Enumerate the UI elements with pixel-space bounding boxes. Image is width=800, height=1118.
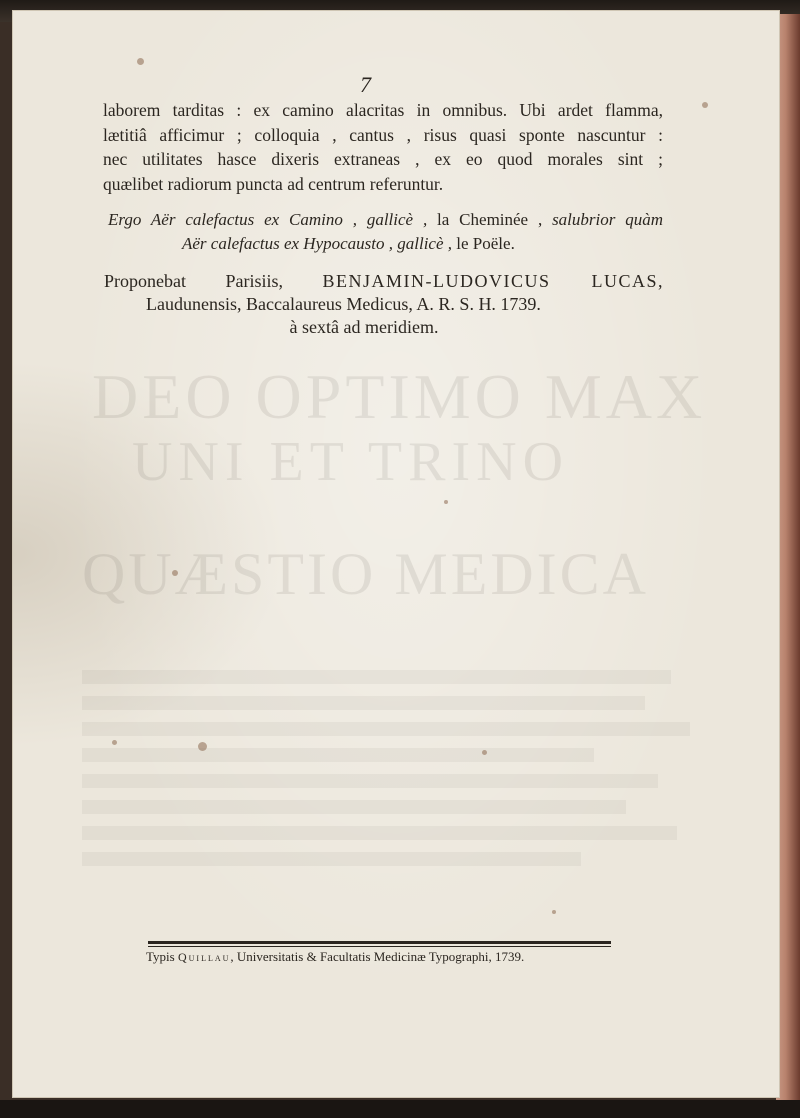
thesis-statement (108, 208, 663, 256)
page-number: 7 (360, 72, 371, 97)
stain-spot (702, 102, 708, 108)
paragraph-line: lætitiâ afficimur ; colloquia , cantus , risus quasi sponte nascuntur : (103, 124, 663, 145)
proponebat-prefix: Proponebat Parisiis, (104, 271, 323, 291)
stain-spot (444, 500, 448, 504)
thesis-roman: le Poële. (452, 234, 515, 253)
stain-spot (137, 58, 144, 65)
proponebat-block (104, 270, 664, 339)
imprint-rule (148, 941, 611, 944)
stain-spot (198, 742, 207, 751)
paragraph-line: quælibet radiorum puncta ad centrum referuntur. (103, 173, 444, 194)
paragraph-line: laborem tarditas : ex camino alacritas in omnibus. Ubi ardet flamma, (103, 100, 663, 120)
proponebat-line-3: à sextâ ad meridiem. (289, 317, 439, 337)
stain-spot (552, 910, 556, 914)
stain-spot (112, 740, 117, 745)
thesis-italic: Ergo Aër calefactus ex Camino , gallicè , (108, 210, 428, 229)
proponebat-line-2: Laudunensis, Baccalaureus Medicus, A. R. S. H. 1739. (146, 294, 541, 314)
thesis-italic: Aër calefactus ex Hypocausto , gallicè , (182, 234, 453, 253)
author-name: BENJAMIN-LUDOVICUS LUCAS, (322, 271, 664, 291)
printer-name: Quillau (177, 950, 231, 964)
thesis-line-2 (108, 232, 663, 256)
stain-spot (482, 750, 487, 755)
paragraph-line: nec utilitates hasce dixeris extraneas , ex eo quod morales sint ; (103, 149, 663, 169)
thesis-roman: la Cheminée , (427, 210, 553, 229)
imprint-suffix: , Universitatis & Facultatis Medicinæ Typographi, 1739. (230, 949, 525, 964)
stain-spot (172, 570, 178, 576)
book-bottom-edge (0, 1100, 800, 1118)
printer-imprint (146, 947, 616, 967)
bleed-through-shadow: DEO OPTIMO MAX UNI ET TRINO QUÆSTIO MEDICA (82, 340, 742, 900)
imprint-prefix: Typis (146, 949, 178, 964)
thesis-line-1 (108, 208, 663, 232)
body-paragraph (103, 98, 663, 196)
proponebat-line-1 (104, 270, 664, 293)
thesis-italic: salubrior quàm (552, 210, 663, 229)
